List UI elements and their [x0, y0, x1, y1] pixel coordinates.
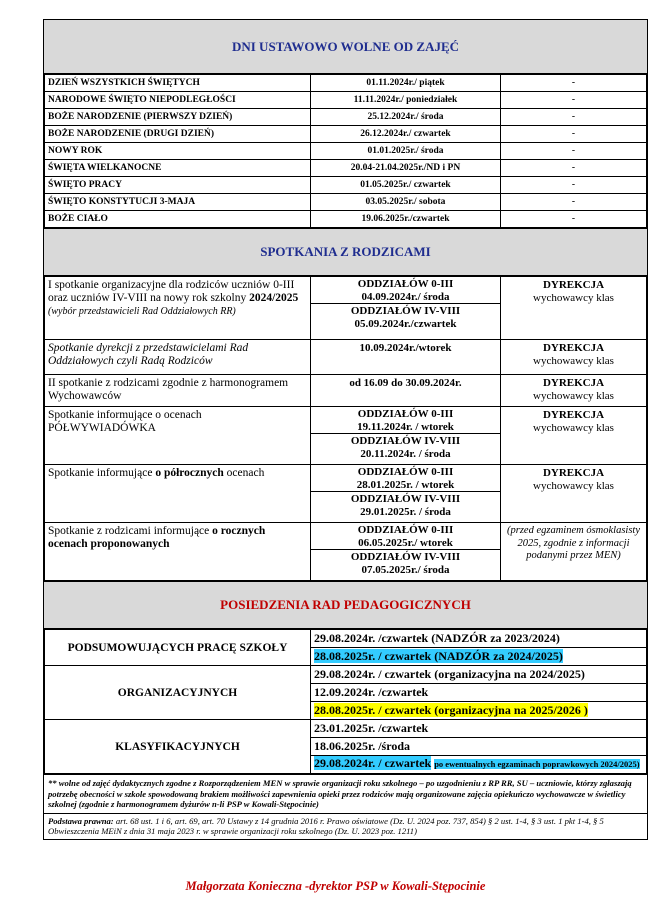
meeting-desc: Spotkanie dyrekcji z przedstawicielami Rad Oddziałowych czyli Radą Rodziców	[45, 340, 311, 375]
council-dates	[311, 630, 647, 666]
holiday-name: NOWY ROK	[45, 143, 311, 160]
holiday-name: NARODOWE ŚWIĘTO NIEPODLEGŁOŚCI	[45, 92, 311, 109]
holiday-name: BOŻE NARODZENIE (DRUGI DZIEŃ)	[45, 126, 311, 143]
council-group	[45, 720, 647, 774]
footnote: ** wolne od zajęć dydaktycznych zgodne z Rozporządzeniem MEN w sprawie organizacji roku szkolnego – po uzgodnieniu z RP RR, SU – uczniowie, którzy zgłaszają potrzebę obecności w szkole spowodowaną brakiem możliwości zapewnienia opieki przez rodziców mają organizowane zajęcia opiekuńczo wychowawcze w świetlicy szkolnej (zgodnie z harmonogramem dyżurów n-li PSP w Kowali-Stępocinie)	[44, 774, 647, 813]
councils-table	[44, 629, 647, 774]
legal-basis: Podstawa prawna: art. 68 ust. 1 i 6, art. 69, art. 70 Ustawy z 14 grudnia 2016 r. Prawo oświatowe (Dz. U. 2024 poz. 737, 854) § 2 ust. 1-4, § 3 ust. 1 pkt 1-4, § 5 Obwieszczenia MEiN z dnia 31 maja 2023 r. w sprawie organizacji roku szkolnego (Dz. U. 2023 poz. 1211)	[44, 813, 647, 839]
council-date: 18.06.2025r. /środa	[311, 738, 646, 756]
council-date: 12.09.2024r. /czwartek	[311, 684, 646, 702]
holiday-row	[45, 177, 647, 194]
holiday-note: -	[501, 143, 647, 160]
holiday-note: -	[501, 75, 647, 92]
holiday-date: 20.04-21.04.2025r./ND i PN	[311, 160, 501, 177]
holiday-note: -	[501, 126, 647, 143]
holiday-date: 19.06.2025r./czwartek	[311, 211, 501, 228]
holidays-header: DNI USTAWOWO WOLNE OD ZAJĘĆ	[44, 20, 647, 74]
council-dates	[311, 666, 647, 720]
meeting-dates: ODDZIAŁÓW 0-III 19.11.2024r. / wtorek ODDZIAŁÓW IV-VIII 20.11.2024r. / środa	[311, 407, 501, 465]
parents-header: SPOTKANIA Z RODZICAMI	[44, 228, 647, 276]
meeting-desc: Spotkanie z rodzicami informujące o rocznych ocenach proponowanych	[45, 523, 311, 581]
council-date: 28.08.2025r. / czwartek (NADZÓR za 2024/2025)	[314, 649, 563, 663]
council-group	[45, 630, 647, 666]
council-date: 23.01.2025r. /czwartek	[311, 720, 646, 738]
meeting-responsible: DYREKCJA wychowawcy klas	[501, 375, 647, 407]
parents-row	[45, 340, 647, 375]
council-label: PODSUMOWUJĄCYCH PRACĘ SZKOŁY	[45, 630, 311, 666]
meeting-desc: Spotkanie informujące o półrocznych ocenach	[45, 465, 311, 523]
council-date: 29.08.2024r. / czwartek (organizacyjna na 2024/2025)	[311, 666, 646, 684]
holiday-note: -	[501, 211, 647, 228]
meeting-responsible: DYREKCJA wychowawcy klas	[501, 277, 647, 340]
parents-row	[45, 523, 647, 581]
holiday-note: -	[501, 194, 647, 211]
signature-line: Małgorzata Konieczna -dyrektor PSP w Kowali-Stępocinie	[185, 879, 486, 893]
meeting-responsible: (przed egzaminem ósmoklasisty 2025, zgodnie z informacji podanymi przez MEN)	[501, 523, 647, 581]
parents-row	[45, 465, 647, 523]
meeting-responsible: DYREKCJA wychowawcy klas	[501, 340, 647, 375]
meeting-responsible: DYREKCJA wychowawcy klas	[501, 407, 647, 465]
holiday-date: 01.01.2025r./ środa	[311, 143, 501, 160]
holiday-name: BOŻE NARODZENIE (PIERWSZY DZIEŃ)	[45, 109, 311, 126]
holiday-name: BOŻE CIAŁO	[45, 211, 311, 228]
council-date: 29.08.2024r. /czwartek (NADZÓR za 2023/2024)	[311, 630, 646, 648]
meeting-dates: 10.09.2024r./wtorek	[311, 340, 501, 375]
holiday-note: -	[501, 109, 647, 126]
council-dates	[311, 720, 647, 774]
holiday-note: -	[501, 177, 647, 194]
holiday-row	[45, 160, 647, 177]
holiday-date: 01.11.2024r./ piątek	[311, 75, 501, 92]
council-label: ORGANIZACYJNYCH	[45, 666, 311, 720]
council-label: KLASYFIKACYJNYCH	[45, 720, 311, 774]
holiday-row	[45, 143, 647, 160]
council-date: 29.08.2024r. / czwartek po ewentualnych egzaminach poprawkowych 2024/2025)	[314, 756, 640, 770]
holiday-row	[45, 92, 647, 109]
holiday-date: 26.12.2024r./ czwartek	[311, 126, 501, 143]
parents-row	[45, 407, 647, 465]
council-group	[45, 666, 647, 720]
councils-header: POSIEDZENIA RAD PEDAGOGICZNYCH	[44, 581, 647, 629]
meeting-desc: I spotkanie organizacyjne dla rodziców uczniów 0-III oraz uczniów IV-VIII na nowy rok szkolny 2024/2025 (wybór przedstawicieli Rad Oddziałowych RR)	[45, 277, 311, 340]
meeting-responsible: DYREKCJA wychowawcy klas	[501, 465, 647, 523]
holiday-name: DZIEŃ WSZYSTKICH ŚWIĘTYCH	[45, 75, 311, 92]
holiday-row	[45, 211, 647, 228]
holiday-date: 11.11.2024r./ poniedziałek	[311, 92, 501, 109]
parents-row	[45, 277, 647, 340]
schedule-sheet	[43, 19, 648, 840]
holidays-table	[44, 74, 647, 228]
holiday-note: -	[501, 160, 647, 177]
holiday-date: 01.05.2025r./ czwartek	[311, 177, 501, 194]
parents-row	[45, 375, 647, 407]
parents-table	[44, 276, 647, 581]
holiday-name: ŚWIĘTO PRACY	[45, 177, 311, 194]
holiday-name: ŚWIĘTO KONSTYTUCJI 3-MAJA	[45, 194, 311, 211]
holiday-name: ŚWIĘTA WIELKANOCNE	[45, 160, 311, 177]
meeting-dates: od 16.09 do 30.09.2024r.	[311, 375, 501, 407]
holiday-row	[45, 126, 647, 143]
holiday-row	[45, 194, 647, 211]
holiday-date: 03.05.2025r./ sobota	[311, 194, 501, 211]
meeting-dates: ODDZIAŁÓW 0-III 06.05.2025r./ wtorek ODDZIAŁÓW IV-VIII 07.05.2025r./ środa	[311, 523, 501, 581]
meeting-dates: ODDZIAŁÓW 0-III 04.09.2024r./ środa ODDZIAŁÓW IV-VIII 05.09.2024r./czwartek	[311, 277, 501, 340]
meeting-dates: ODDZIAŁÓW 0-III 28.01.2025r. / wtorek ODDZIAŁÓW IV-VIII 29.01.2025r. / środa	[311, 465, 501, 523]
meeting-desc: II spotkanie z rodzicami zgodnie z harmonogramem Wychowawców	[45, 375, 311, 407]
holiday-note: -	[501, 92, 647, 109]
council-date: 28.08.2025r. / czwartek (organizacyjna na 2025/2026 )	[314, 703, 588, 717]
holiday-row	[45, 109, 647, 126]
meeting-desc: Spotkanie informujące o ocenach PÓŁWYWIADÓWKA	[45, 407, 311, 465]
holiday-row	[45, 75, 647, 92]
holiday-date: 25.12.2024r./ środa	[311, 109, 501, 126]
